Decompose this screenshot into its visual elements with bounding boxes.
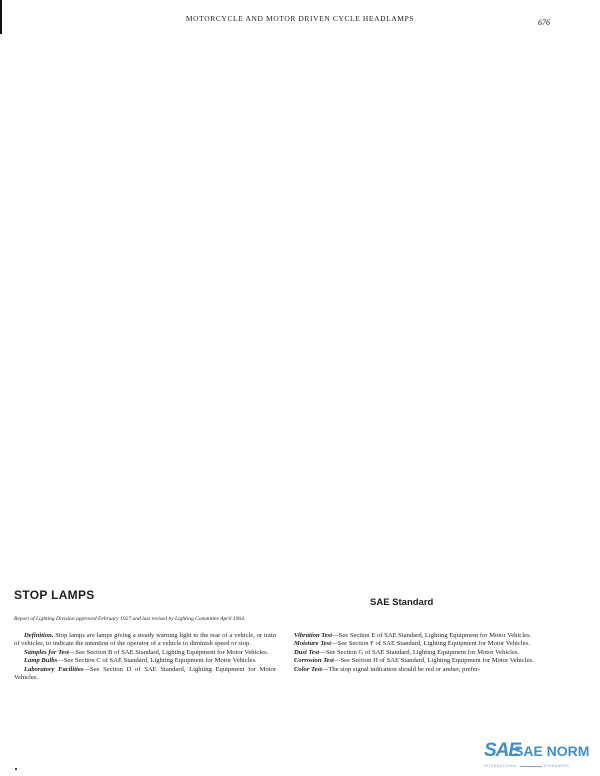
paragraph [14,666,276,683]
watermark-left-tag: INTERNATIONAL [484,764,518,768]
paragraph-text: —See Section D of SAE Standard, Lighting Equipment for Motor Vehicles. [14,665,276,682]
paragraph-text: —See Section E of SAE Standard, Lighting Equipment for Motor Vehicles. [332,632,532,639]
paragraph-term: Samples for Test [24,648,69,656]
paragraph-text: —The stop signal indication should be red or amber, prefer- [321,665,480,673]
paragraph-text: —See Section F of SAE Standard, Lighting Equipment for Motor Vehicles. [330,640,530,648]
left-column [14,632,276,682]
standard-label: SAE Standard [370,597,434,608]
page-number: 676 [538,18,550,27]
right-column [284,632,556,674]
paragraph-text: —See Section G of SAE Standard, Lighting Equipment for Motor Vehicles. [319,648,520,656]
paragraph-term: Color Test [294,665,322,673]
paragraph-term: Moisture Test [294,640,331,648]
watermark-right-tag: STANDARDS [543,764,570,768]
paragraph [284,649,556,657]
scan-edge-mark [0,0,2,34]
tagline-divider [520,766,542,767]
paragraph [14,657,276,665]
paragraph-text: —See Section B of SAE Standard, Lighting Equipment for Motor Vehicles. [68,648,269,656]
paragraph [284,632,556,640]
paragraph [14,632,276,649]
paragraph [284,640,556,648]
paragraph-term: Corrosion Test [294,657,334,665]
scan-speck [15,768,17,770]
paragraph-term: Lamp Bulbs [24,657,58,665]
paragraph [14,649,276,657]
paragraph [284,666,556,674]
sae-logo-icon: SAE [484,740,521,761]
report-line: Report of Lighting Division approved February 1927 and last revised by Lighting Committee April 1964. [14,616,246,622]
paragraph-term: Laboratory Facilities [24,665,84,673]
paragraph-text: Stop lamps are lamps giving a steady warning light to the rear of a vehicle, or train of vehicles, to indicate the intention of the operator of a vehicle to diminish speed or stop. [14,632,276,648]
article-title: STOP LAMPS [14,588,95,602]
sae-norm-watermark [484,740,596,774]
paragraph-term: Dust Test [294,648,320,656]
paragraph [284,657,556,665]
watermark-tagline [484,764,596,768]
paragraph-term: Vibration Test [294,632,333,639]
watermark-name: SAE NORM [514,743,590,759]
paragraph-text: —See Section H of SAE Standard, Lighting Equipment for Motor Vehicles. [333,657,534,665]
paragraph-term: Definition. [24,632,54,639]
running-header: MOTORCYCLE AND MOTOR DRIVEN CYCLE HEADLAMPS [185,14,415,23]
paragraph-text: —See Section C of SAE Standard, Lighting Equipment for Motor Vehicles. [57,657,257,665]
